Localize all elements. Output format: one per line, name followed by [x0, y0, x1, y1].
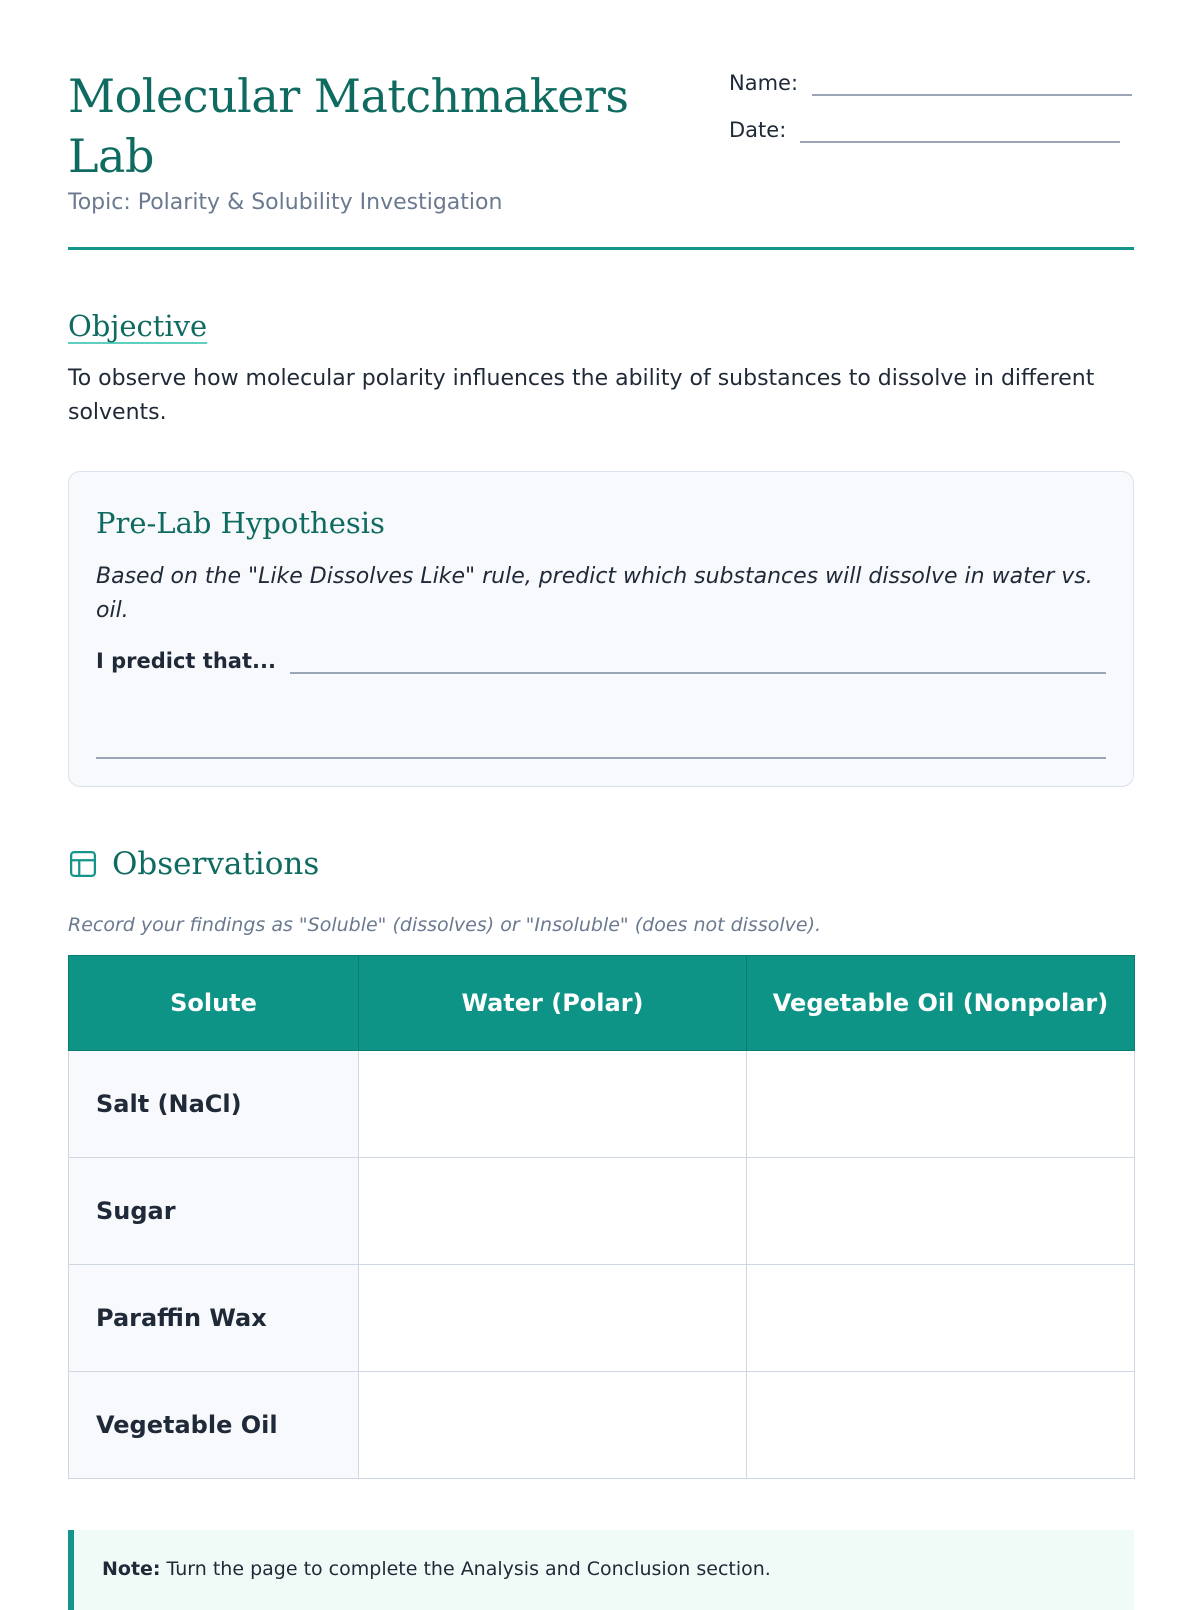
- date-label: Date:: [729, 118, 787, 142]
- prediction-row: [96, 642, 1106, 674]
- worksheet-header: [68, 0, 1134, 250]
- date-field[interactable]: [729, 117, 1120, 143]
- note-text: Turn the page to complete the Analysis and Conclusion section.: [166, 1558, 771, 1580]
- water-result-cell[interactable]: [359, 1265, 747, 1372]
- table-row: [69, 1051, 1135, 1158]
- prediction-label: I predict that...: [96, 649, 276, 673]
- hypothesis-instructions: Based on the "Like Dissolves Like" rule, predict which substances will dissolve in water vs. oil.: [96, 564, 1093, 623]
- name-label: Name:: [729, 71, 799, 95]
- oil-result-cell[interactable]: [747, 1372, 1135, 1479]
- hypothesis-heading: Pre-Lab Hypothesis: [96, 506, 385, 540]
- observations-header: [68, 846, 319, 882]
- date-input-line[interactable]: [800, 117, 1120, 143]
- table-header-row: [69, 956, 1135, 1051]
- worksheet-page: [68, 0, 1134, 1580]
- column-header-water: Water (Polar): [359, 956, 747, 1051]
- objective-heading: Objective: [68, 309, 208, 343]
- hypothesis-box: [68, 471, 1134, 787]
- prediction-input-line[interactable]: [290, 642, 1106, 674]
- observations-instructions: Record your findings as "Soluble" (dissolves) or "Insoluble" (does not dissolve).: [68, 914, 822, 936]
- name-input-line[interactable]: [812, 70, 1132, 96]
- solute-cell: Paraffin Wax: [69, 1265, 359, 1372]
- name-field[interactable]: [729, 70, 1132, 96]
- column-header-solute: Solute: [69, 956, 359, 1051]
- oil-result-cell[interactable]: [747, 1265, 1135, 1372]
- water-result-cell[interactable]: [359, 1372, 747, 1479]
- water-result-cell[interactable]: [359, 1051, 747, 1158]
- note-callout: [68, 1530, 1134, 1610]
- table-row: [69, 1158, 1135, 1265]
- table-icon: [68, 849, 98, 879]
- note-label: Note:: [102, 1558, 161, 1580]
- oil-result-cell[interactable]: [747, 1051, 1135, 1158]
- page-title: Molecular Matchmakers Lab: [68, 69, 629, 183]
- objective-text: To observe how molecular polarity influences the ability of substances to dissolve in different solvents.: [68, 366, 1095, 425]
- topic-subtitle: Topic: Polarity & Solubility Investigation: [68, 190, 503, 215]
- oil-result-cell[interactable]: [747, 1158, 1135, 1265]
- table-row: [69, 1265, 1135, 1372]
- prediction-input-line-2[interactable]: [96, 757, 1106, 759]
- column-header-oil: Vegetable Oil (Nonpolar): [747, 956, 1135, 1051]
- observations-heading: Observations: [112, 846, 320, 882]
- solute-cell: Sugar: [69, 1158, 359, 1265]
- solute-cell: Salt (NaCl): [69, 1051, 359, 1158]
- table-row: [69, 1372, 1135, 1479]
- observations-table: [68, 955, 1135, 1479]
- solute-cell: Vegetable Oil: [69, 1372, 359, 1479]
- water-result-cell[interactable]: [359, 1158, 747, 1265]
